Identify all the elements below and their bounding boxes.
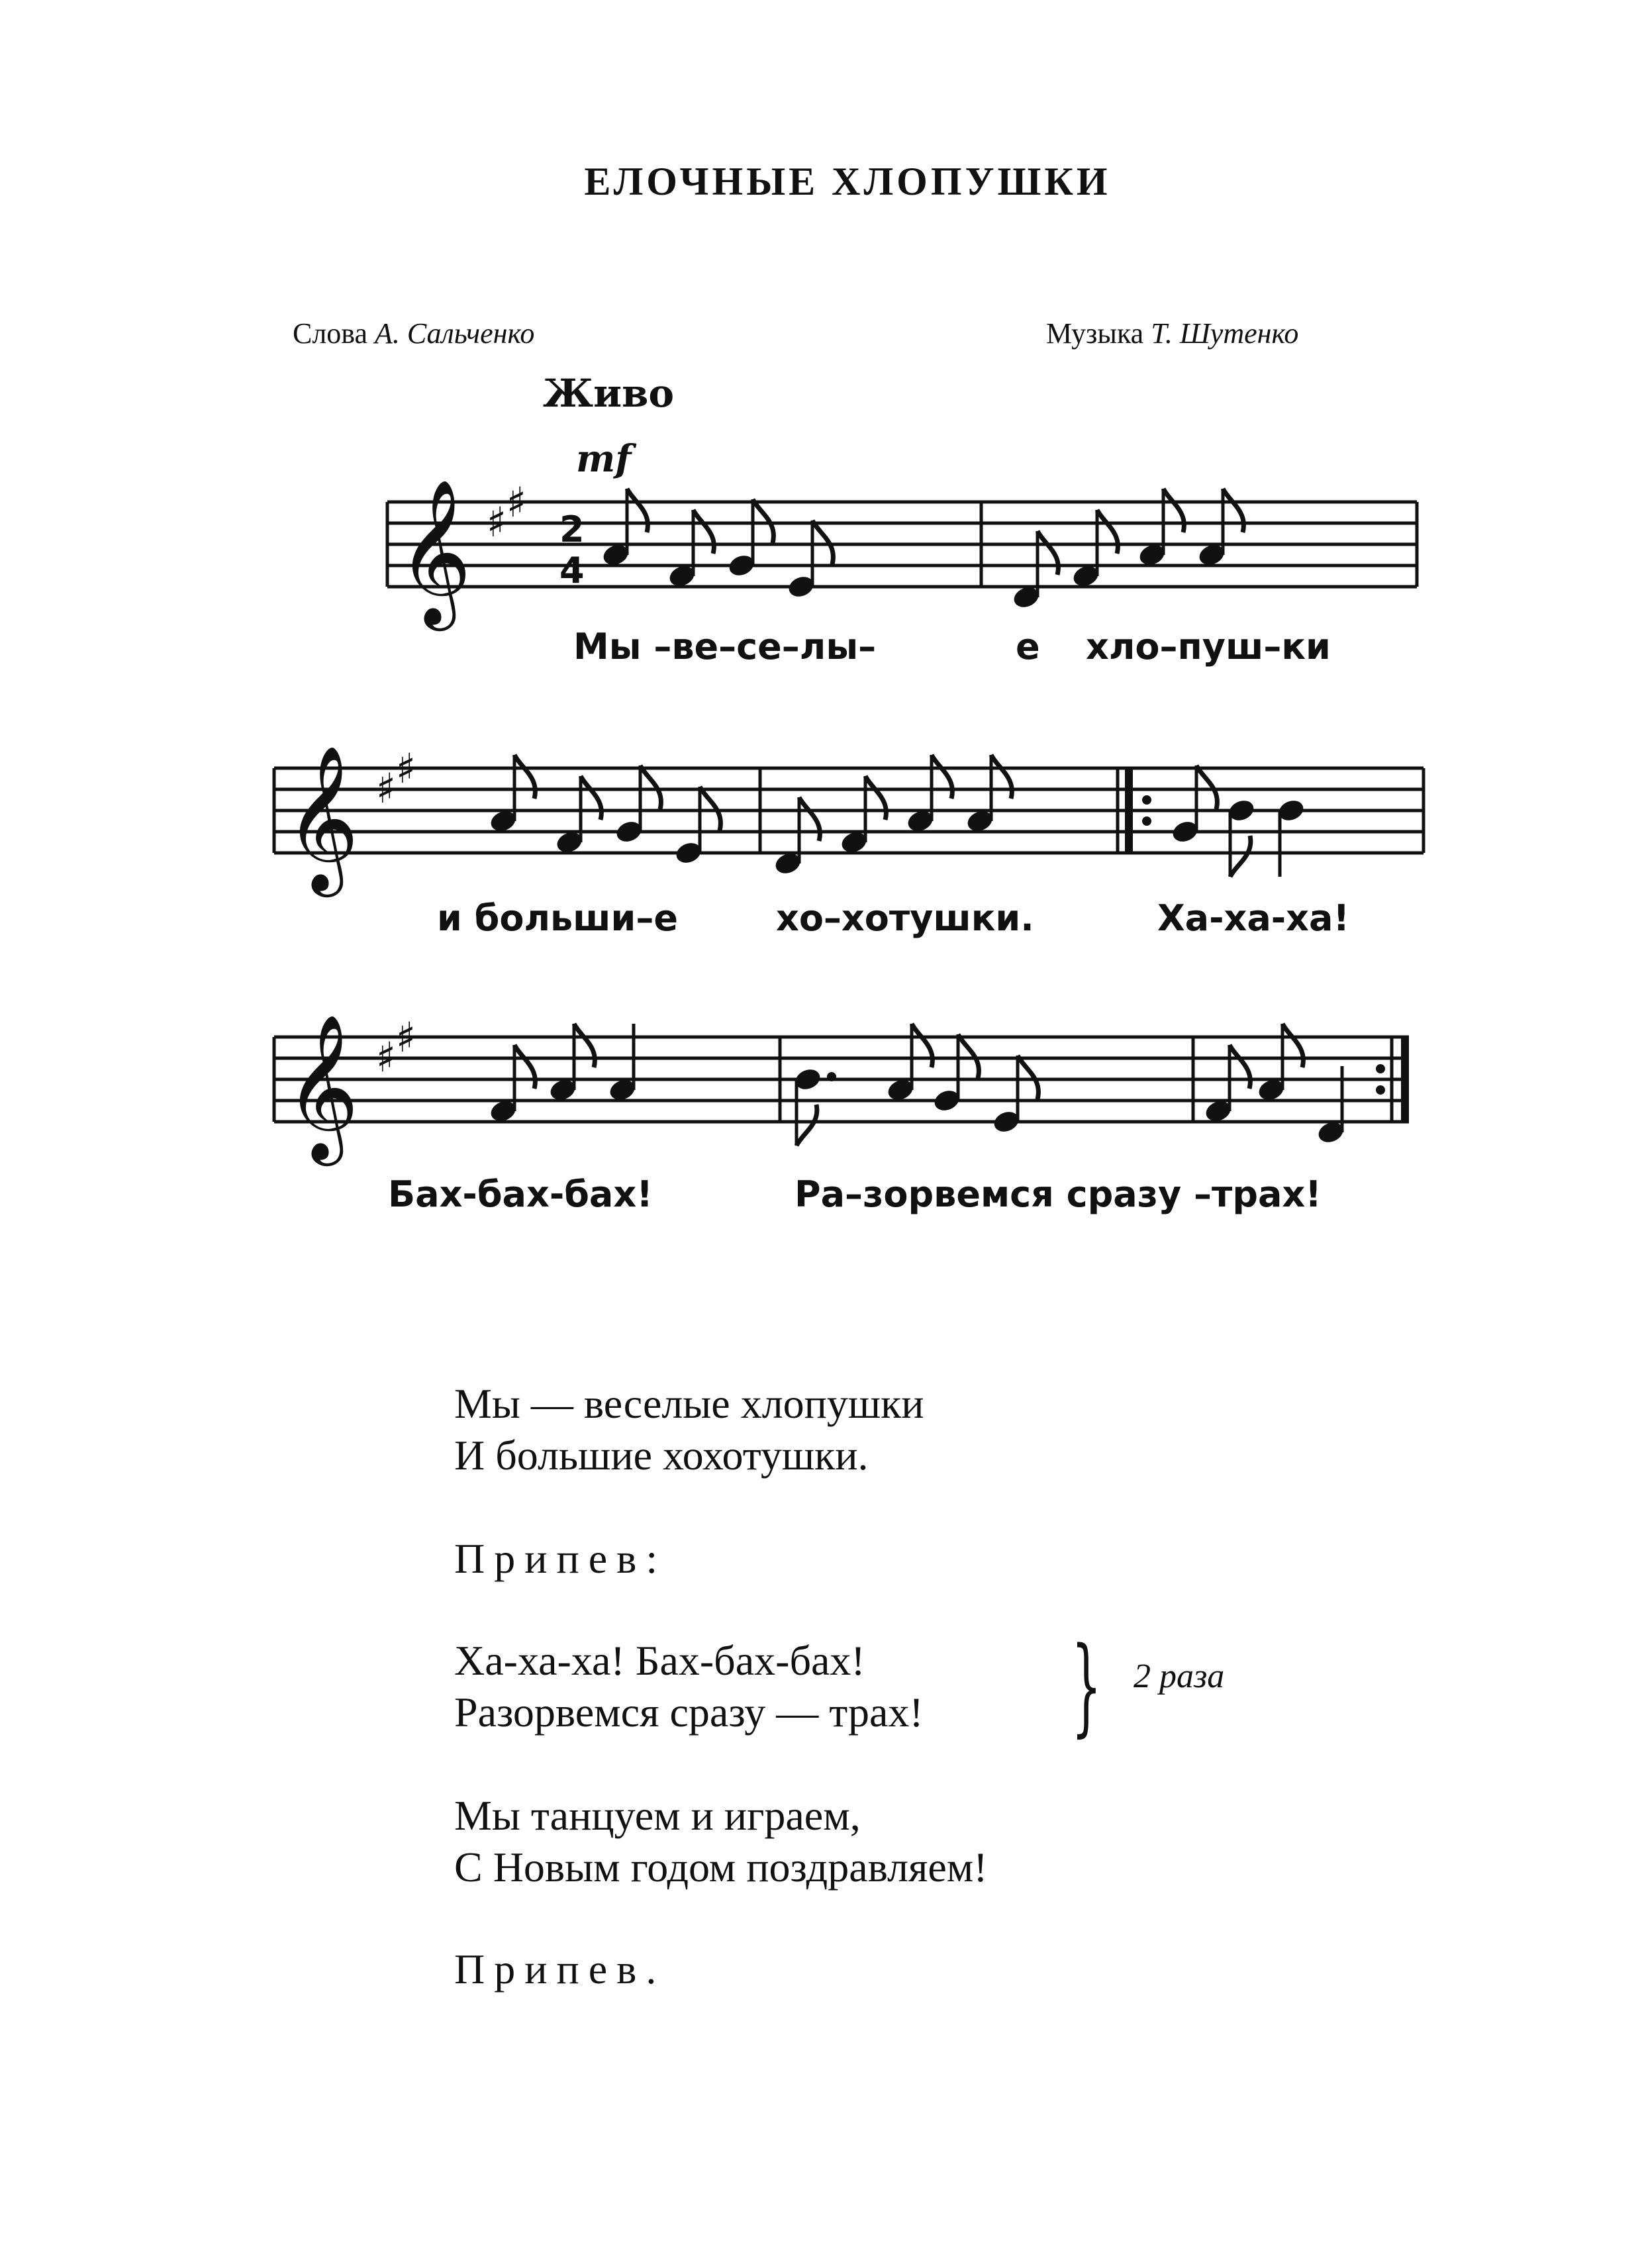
time-signature-top: 2 [559,509,585,550]
refrain-label-1: Припев: [454,1535,667,1582]
sharp-icon: ♯ [396,744,416,793]
music-author: Т. Шутенко [1151,317,1299,350]
sharp-icon: ♯ [376,764,397,813]
lyric-3b: Ра–зорвемся сразу –трах! [795,1173,1322,1215]
music-label: Музыка [1046,317,1144,350]
verse1-line1: Мы — веселые хлопушки [454,1380,924,1427]
lyric-1b: е [1016,626,1040,667]
refrain-label-2: Припев. [454,1946,666,1993]
staff-system-2 [274,744,1424,897]
treble-clef-icon: 𝄞 [397,478,472,624]
words-label: Слова [293,317,368,350]
sharp-icon: ♯ [487,498,507,546]
note [793,1066,836,1146]
time-signature-bottom: 4 [559,550,585,591]
refrain-line2: Разорвемся сразу — трах! [454,1689,924,1736]
sharp-icon: ♯ [507,478,527,526]
treble-clef-icon: 𝄞 [285,1013,360,1159]
verse2-line1: Мы танцуем и играем, [454,1792,861,1839]
staff-system-1 [387,478,1417,631]
lyric-1c: хло–пуш–ки [1086,626,1331,667]
sharp-icon: ♯ [396,1013,416,1061]
verse2-line2: С Новым годом поздравляем! [454,1844,988,1891]
song-title: ЕЛОЧНЫЕ ХЛОПУШКИ [584,160,1111,203]
lyric-2a: и больши–е [437,897,678,939]
treble-clef-icon: 𝄞 [285,744,360,891]
words-author: А. Сальченко [375,317,535,350]
lyric-2b: хо–хотушки. [776,897,1034,939]
dynamic-marking: mf [576,437,632,481]
note [1226,797,1257,877]
repeat-brace-icon: } [1071,1624,1102,1748]
lyric-2c: Ха-ха-ха! [1157,897,1350,939]
tempo-marking: Живо [543,371,675,416]
note [1276,797,1306,877]
lyric-1a: Мы –ве–се–лы– [573,626,877,667]
lyric-3a: Бах-бах-бах! [388,1173,653,1215]
refrain-line1: Ха-ха-ха! Бах-бах-бах! [454,1637,865,1684]
repeat-note: 2 раза [1134,1657,1225,1695]
sharp-icon: ♯ [376,1033,397,1081]
staff-system-3 [274,1013,1409,1166]
verse1-line2: И большие хохотушки. [454,1432,869,1479]
